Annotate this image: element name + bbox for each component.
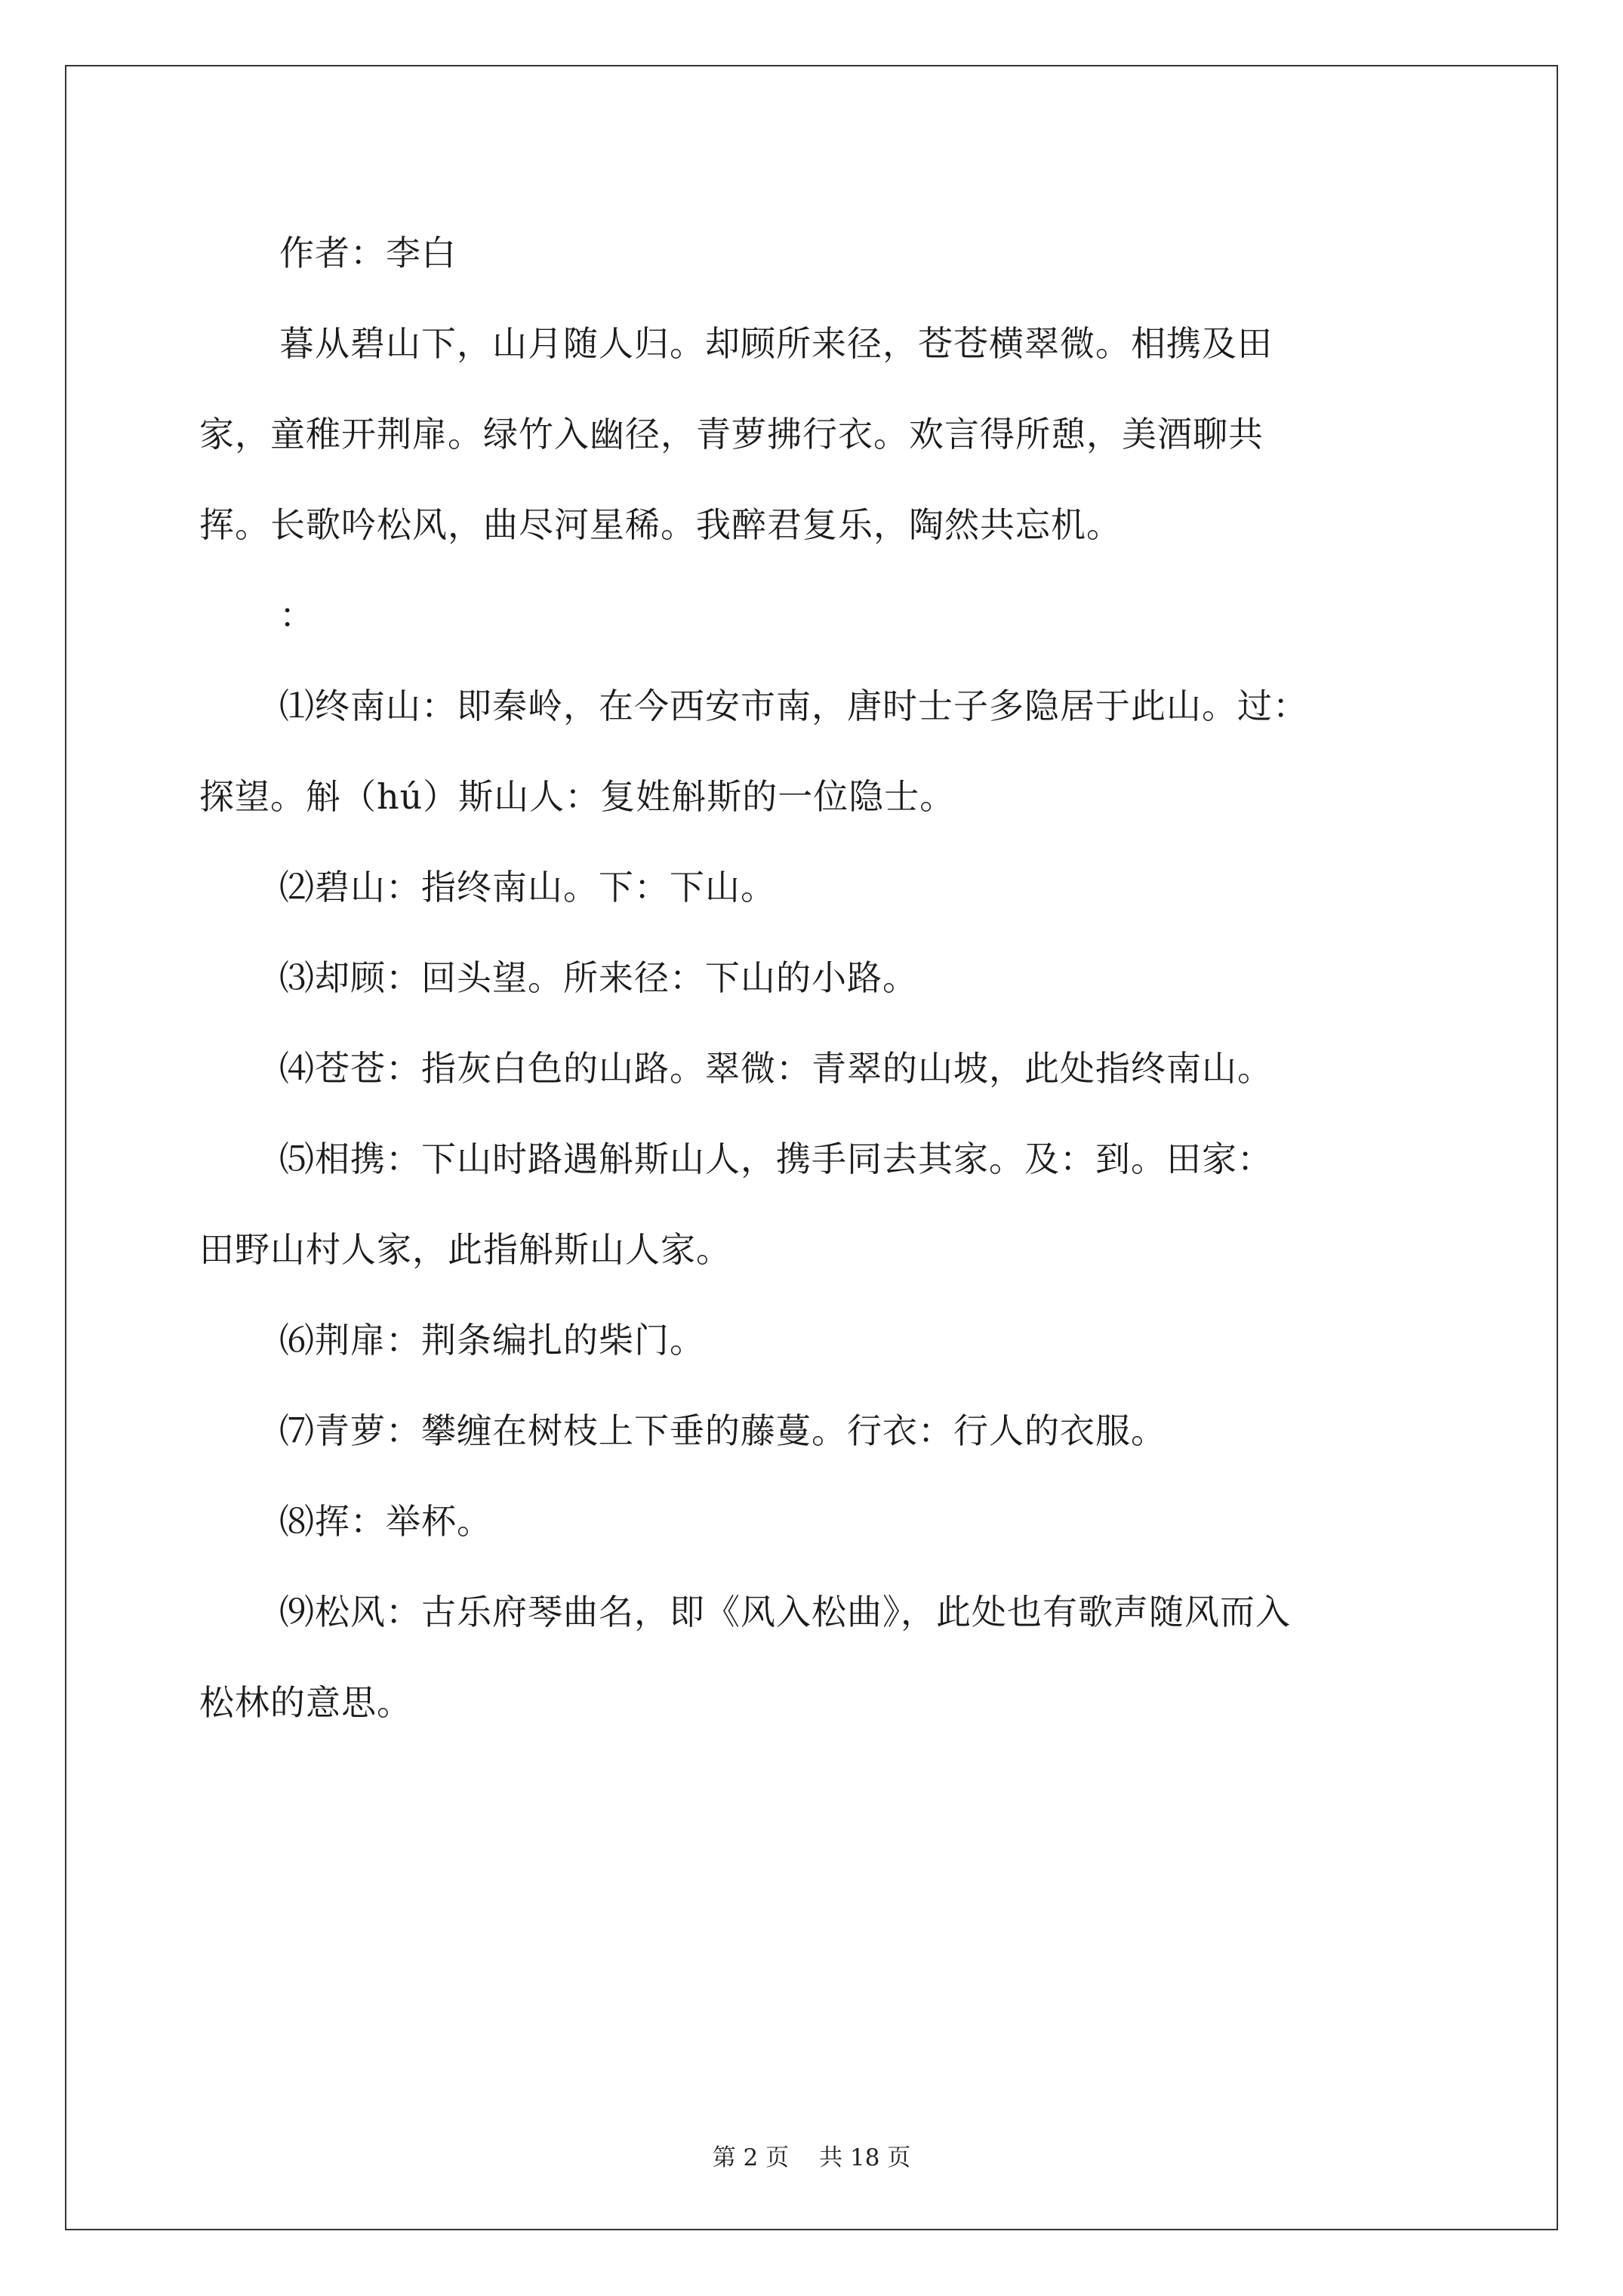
note-line: 松林的意思。	[199, 1682, 412, 1723]
note-line: ⑸相携：下山时路遇斛斯山人，携手同去其家。及：到。田家：	[279, 1139, 1273, 1179]
note-line: 探望。斛（hú）斯山人：复姓斛斯的一位隐士。	[199, 776, 956, 817]
page-number: 第 2 页	[712, 2144, 790, 2171]
note-line: ⑻挥：举杯。	[279, 1501, 492, 1542]
poem-line: 暮从碧山下，山月随人归。却顾所来径，苍苍横翠微。相携及田	[279, 323, 1273, 364]
document-body	[199, 208, 1437, 1748]
note-line: ⑵碧山：指终南山。下：下山。	[279, 867, 776, 908]
page-footer	[0, 2143, 1623, 2173]
poem-line: 家，童稚开荆扉。绿竹入幽径，青萝拂行衣。欢言得所憩，美酒聊共	[199, 414, 1264, 455]
note-line: ⑺青萝：攀缠在树枝上下垂的藤蔓。行衣：行人的衣服。	[279, 1410, 1166, 1451]
page-total: 共 18 页	[819, 2144, 911, 2171]
note-line: ⑷苍苍：指灰白色的山路。翠微：青翠的山坡，此处指终南山。	[279, 1048, 1273, 1089]
note-line: ⑴终南山：即秦岭，在今西安市南，唐时士子多隐居于此山。过：	[279, 686, 1308, 726]
poem-line: 挥。长歌吟松风，曲尽河星稀。我醉君复乐，陶然共忘机。	[199, 504, 1122, 545]
note-line: 田野山村人家，此指斛斯山人家。	[199, 1229, 731, 1270]
note-line: ⑼松风：古乐府琴曲名，即《风入松曲》，此处也有歌声随风而入	[279, 1592, 1291, 1632]
notes-heading: ：	[279, 595, 315, 636]
note-line: ⑹荆扉：荆条编扎的柴门。	[279, 1320, 705, 1361]
note-line: ⑶却顾：回头望。所来径：下山的小路。	[279, 957, 918, 998]
author-line: 作者：李白	[279, 233, 457, 273]
